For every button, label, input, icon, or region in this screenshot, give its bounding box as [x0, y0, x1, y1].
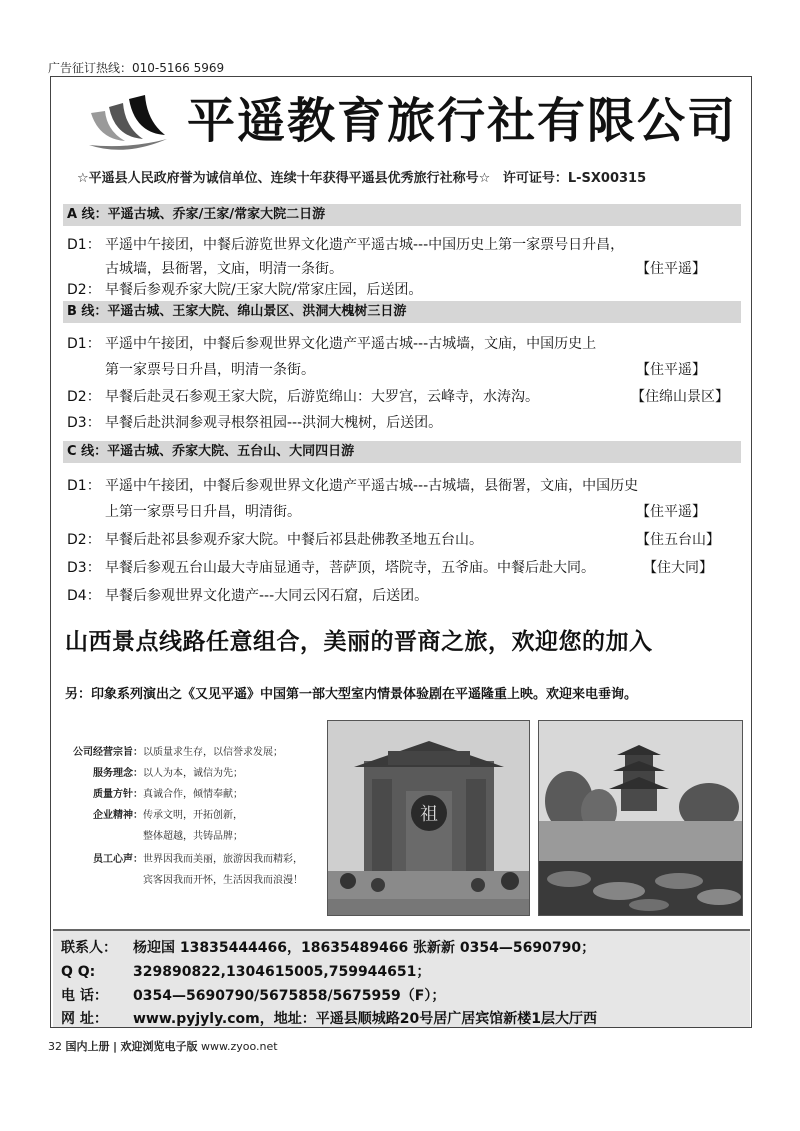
route-c-day1-stay: 【住平遥】 [636, 504, 706, 520]
day-text: 平遥中午接团，中餐后参观世界文化遗产平遥古城---古城墙，文庙，中国历史上 [105, 336, 597, 352]
contact-block [53, 929, 750, 1027]
page-footer [48, 1038, 278, 1054]
day-text: 平遥中午接团，中餐后参观世界文化遗产平遥古城---古城墙，县衙署，文庙，中国历史 [105, 478, 639, 494]
route-b-day1-cont: 第一家票号日升昌，明清一条街。 [105, 362, 315, 378]
contact-qq-value: 329890822,1304615005,759944651； [133, 964, 431, 980]
extra-notice: 另：印象系列演出之《又见平遥》中国第一部大型室内情景体验剧在平遥隆重上映。欢迎来电垂询。 [65, 687, 638, 702]
tenet-row [61, 764, 243, 779]
route-c-day3 [67, 557, 595, 577]
contact-person-label: 联系人： [61, 940, 117, 956]
contact-phone-row [61, 985, 445, 1005]
route-a-day2 [67, 279, 422, 299]
company-name: 平遥教育旅行社有限公司 [187, 93, 738, 149]
tenet-row [61, 850, 303, 865]
tenet-label: 企业精神： [93, 810, 143, 821]
route-a-day1-stay: 【住平遥】 [636, 261, 706, 277]
day-label: D2： [67, 532, 101, 548]
contact-phone-label: 电 话： [61, 988, 108, 1004]
route-a-day1-cont: 古城墙，县衙署，文庙，明清一条街。 [105, 261, 343, 277]
tenet-text: 以人为本，诚信为先； [143, 768, 243, 779]
footer-url[interactable]: www.zyoo.net [201, 1040, 278, 1053]
route-c-day2 [67, 529, 483, 549]
tenet-label: 服务理念： [93, 768, 143, 779]
contact-web-value: www.pyjyly.com，地址：平遥县顺城路20号居广居宾馆新楼1层大厅西 [133, 1011, 597, 1027]
day-label: D1： [67, 336, 101, 352]
day-text: 早餐后参观世界文化遗产---大同云冈石窟，后送团。 [105, 588, 429, 604]
tenet-text: 宾客因我而开怀，生活因我而浪漫！ [143, 875, 303, 886]
tenet-text: 以质量求生存，以信誉求发展； [143, 747, 283, 758]
day-label: D4： [67, 588, 101, 604]
day-text: 早餐后赴灵石参观王家大院，后游览绵山：大罗宫，云峰寺，水涛沟。 [105, 389, 539, 405]
route-b-day2-stay: 【住绵山景区】 [631, 389, 729, 405]
tenet-label: 员工心声： [93, 854, 143, 865]
tenet-label: 质量方针： [93, 789, 143, 800]
route-c-day4 [67, 585, 428, 605]
contact-person-value: 杨迎国 13835444466，18635489466 张新新 0354—5690790； [133, 940, 596, 956]
contact-web-row [61, 1008, 597, 1028]
day-label: D1： [67, 237, 101, 253]
tenet-row [61, 871, 303, 886]
tenet-row [61, 785, 243, 800]
day-label: D3： [67, 415, 101, 431]
contact-web-label: 网 址： [61, 1011, 108, 1027]
day-label: D1： [67, 478, 101, 494]
day-text: 早餐后赴洪洞参观寻根祭祖园---洪洞大槐树，后送团。 [105, 415, 443, 431]
footer-separator: | [113, 1040, 118, 1053]
tenet-text: 世界因我而美丽，旅游因我而精彩， [143, 854, 303, 865]
company-logo-icon [85, 87, 169, 155]
route-c-day1-cont: 上第一家票号日升昌，明清街。 [105, 504, 301, 520]
tenet-row [61, 806, 243, 821]
day-text: 早餐后参观五台山最大寺庙显通寺，菩萨顶，塔院寺，五爷庙。中餐后赴大同。 [105, 560, 595, 576]
day-label: D3： [67, 560, 101, 576]
route-c-day3-stay: 【住大同】 [643, 560, 713, 576]
page-number: 32 [48, 1040, 62, 1053]
welcome-text: 欢迎浏览电子版 [120, 1040, 198, 1053]
tenet-text: 整体超越，共铸品牌； [143, 831, 243, 842]
photo-sign-text: 祖 [420, 804, 438, 825]
route-b-day3 [67, 412, 442, 432]
honor-line [77, 167, 646, 186]
route-b-day1 [67, 333, 596, 353]
slogan: 山西景点线路任意组合，美丽的晋商之旅，欢迎您的加入 [65, 628, 653, 655]
contact-person-row [61, 937, 595, 957]
route-c-day1 [67, 475, 638, 495]
tenet-label: 公司经营宗旨： [73, 747, 143, 758]
day-label: D2： [67, 389, 101, 405]
contact-qq-row [61, 961, 430, 981]
photo-pagoda-pond [538, 720, 743, 916]
tenet-text: 传承文明，开拓创新， [143, 810, 243, 821]
day-label: D2： [67, 282, 101, 298]
honor-text: ☆平遥县人民政府誉为诚信单位、连续十年获得平遥县优秀旅行社称号☆ [77, 171, 491, 186]
contact-qq-label: Q Q: [61, 964, 96, 980]
route-c-day2-stay: 【住五台山】 [636, 532, 720, 548]
tenet-row [61, 743, 283, 758]
tenet-text: 真诚合作，倾情奉献； [143, 789, 243, 800]
ad-frame [50, 76, 752, 1028]
section-name: 国内上册 [65, 1040, 110, 1053]
route-b-day2 [67, 386, 539, 406]
route-c-header: C 线：平遥古城、乔家大院、五台山、大同四日游 [63, 441, 741, 463]
route-b-day1-stay: 【住平遥】 [636, 362, 706, 378]
photo-ancestral-gate [327, 720, 530, 916]
route-b-header: B 线：平遥古城、王家大院、绵山景区、洪洞大槐树三日游 [63, 301, 741, 323]
ad-hotline: 广告征订热线：010-5166 5969 [48, 61, 225, 75]
day-text: 早餐后赴祁县参观乔家大院。中餐后祁县赴佛教圣地五台山。 [105, 532, 483, 548]
day-text: 早餐后参观乔家大院/王家大院/常家庄园，后送团。 [105, 282, 423, 298]
route-a-header: A 线：平遥古城、乔家/王家/常家大院二日游 [63, 204, 741, 226]
contact-phone-value: 0354—5690790/5675858/5675959（F）； [133, 988, 446, 1004]
day-text: 平遥中午接团，中餐后游览世界文化遗产平遥古城---中国历史上第一家票号日升昌， [105, 237, 625, 253]
license-number: 许可证号：L-SX00315 [502, 171, 647, 186]
tenet-row [61, 827, 243, 842]
route-a-day1 [67, 234, 624, 254]
